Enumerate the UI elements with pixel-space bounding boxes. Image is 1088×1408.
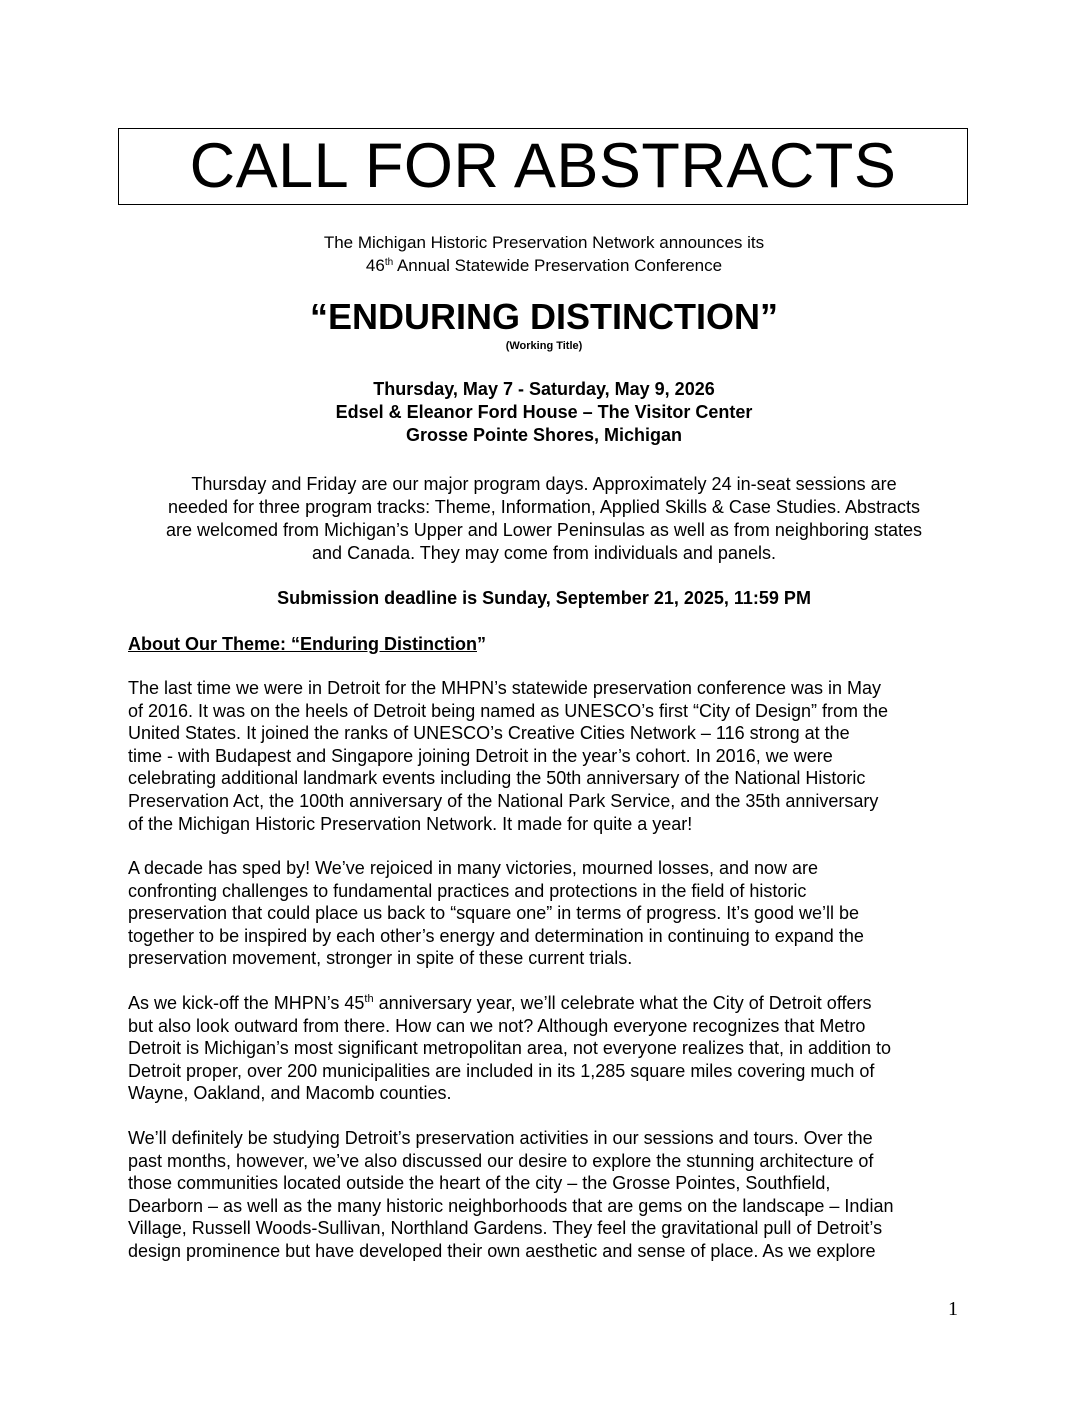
text-line: confronting challenges to fundamental practices and protections in the field of historic [128, 880, 807, 901]
text-line: celebrating additional landmark events including the 50th anniversary of the National Historic [128, 768, 866, 789]
text-line: but also look outward from there. How can we not? Although everyone recognizes that Metro [128, 1015, 866, 1036]
text-line: Wayne, Oakland, and Macomb counties. [128, 1083, 452, 1104]
text-line: Detroit is Michigan’s most significant metropolitan area, not everyone realizes that, in addition to [128, 1038, 892, 1059]
page-number: 1 [948, 1298, 958, 1320]
text-line: As we kick-off the MHPN’s 45th anniversary year, we’ll celebrate what the City of Detroit offers [128, 993, 872, 1013]
text-line: preservation movement, stronger in spite of these current trials. [128, 948, 633, 969]
conference-title: “ENDURING DISTINCTION” [310, 296, 778, 337]
text-line: past months, however, we’ve also discussed our desire to explore the stunning architecture of [128, 1150, 874, 1171]
paragraph-3 [128, 992, 968, 1105]
working-title-note: (Working Title) [505, 340, 583, 352]
text-line: of 2016. It was on the heels of Detroit being named as UNESCO’s first “City of Design” from the [128, 700, 889, 721]
text-line: The last time we were in Detroit for the MHPN’s statewide preservation conference was in May [128, 678, 881, 698]
event-venue: Edsel & Eleanor Ford House – The Visitor Center [335, 402, 753, 422]
program-line: needed for three program tracks: Theme, Information, Applied Skills & Case Studies. Abstracts [167, 497, 921, 517]
text-line: A decade has sped by! We’ve rejoiced in many victories, mourned losses, and now are [128, 858, 819, 878]
announcement-line-2: 46th Annual Statewide Preservation Conference [365, 256, 723, 275]
theme-heading: About Our Theme: “Enduring Distinction” [128, 634, 486, 654]
paragraph-4 [128, 1127, 968, 1263]
text-line: together to be inspired by each other’s energy and determination in continuing to expand the [128, 925, 864, 946]
program-description [0, 473, 1088, 565]
submission-deadline: Submission deadline is Sunday, September 21, 2025, 11:59 PM [277, 588, 811, 608]
program-line: Thursday and Friday are our major program days. Approximately 24 in-seat sessions are [191, 474, 897, 494]
announcement [0, 231, 1088, 277]
paragraph-1 [128, 677, 968, 835]
paragraph-2 [128, 857, 968, 970]
text-line: Detroit proper, over 200 municipalities are included in its 1,285 square miles covering much of [128, 1060, 875, 1081]
program-line: and Canada. They may come from individuals and panels. [312, 543, 776, 563]
event-dates: Thursday, May 7 - Saturday, May 9, 2026 [373, 379, 715, 399]
text-line: We’ll definitely be studying Detroit’s preservation activities in our sessions and tours. Over the [128, 1128, 873, 1148]
text-line: of the Michigan Historic Preservation Network. It made for quite a year! [128, 813, 693, 834]
text-line: design prominence but have developed their own aesthetic and sense of place. As we explore [128, 1240, 876, 1261]
event-info [0, 378, 1088, 447]
text-line: those communities located outside the heart of the city – the Grosse Pointes, Southfield, [128, 1173, 831, 1194]
announcement-line-1: The Michigan Historic Preservation Network announces its [323, 233, 765, 252]
program-line: are welcomed from Michigan’s Upper and Lower Peninsulas as well as from neighboring states [165, 520, 923, 540]
text-line: preservation that could place us back to “square one” in terms of progress. It’s good we’ll be [128, 903, 860, 924]
event-location: Grosse Pointe Shores, Michigan [405, 425, 683, 445]
title-box [118, 128, 968, 205]
text-line: Village, Russell Woods-Sullivan, Northland Gardens. They feel the gravitational pull of Detroit’s [128, 1218, 883, 1239]
text-line: Dearborn – as well as the many historic neighborhoods that are gems on the landscape – Indian [128, 1195, 894, 1216]
text-line: time - with Budapest and Singapore joining Detroit in the year’s cohort. In 2016, we were [128, 745, 833, 766]
text-line: Preservation Act, the 100th anniversary of the National Park Service, and the 35th anniversary [128, 790, 879, 811]
document-title: CALL FOR ABSTRACTS [189, 131, 897, 201]
text-line: United States. It joined the ranks of UNESCO’s Creative Cities Network – 116 strong at the [128, 723, 850, 744]
